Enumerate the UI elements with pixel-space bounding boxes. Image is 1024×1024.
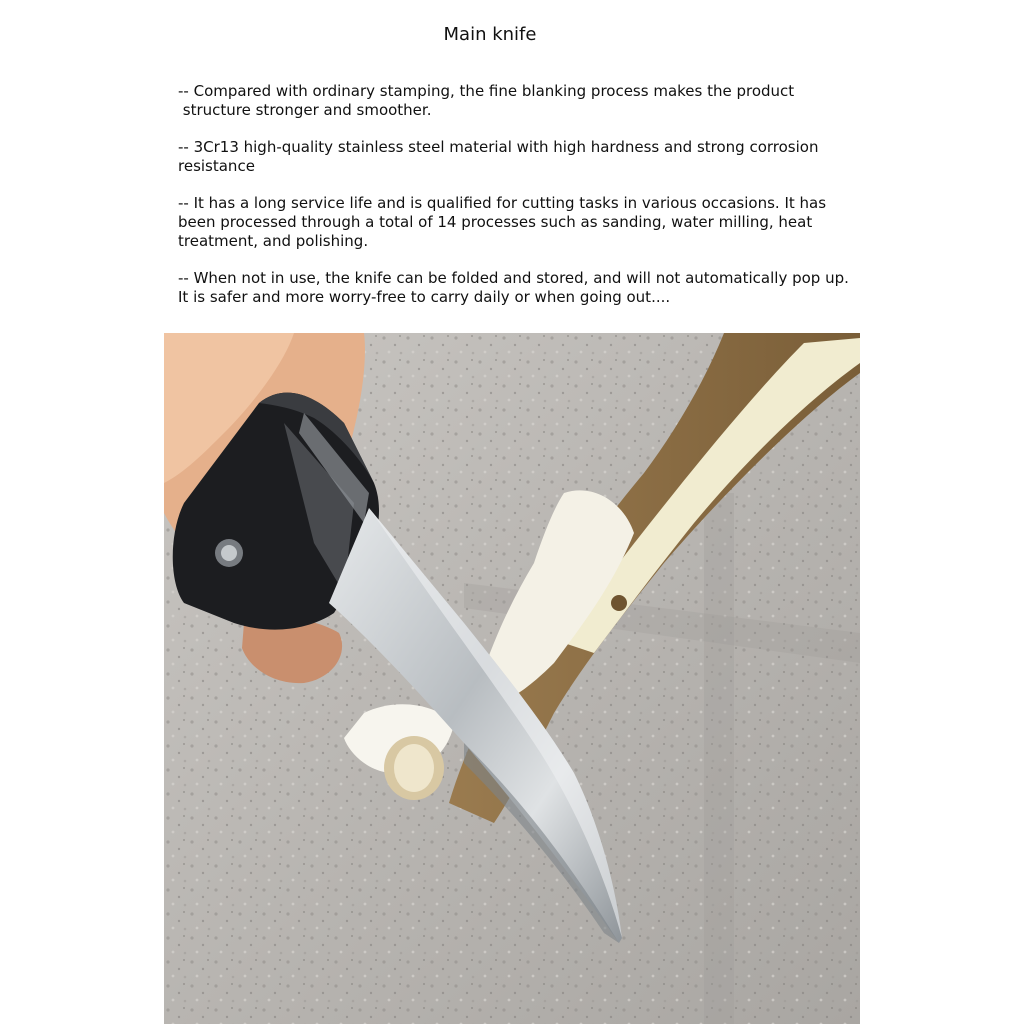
page-title: Main knife: [443, 24, 537, 45]
product-photo: [164, 333, 860, 1024]
feature-service-life: -- It has a long service life and is qualified for cutting tasks in various occasions. It has been processed through a total of 14 processes such as sanding, water milling, heat treatment, and polishing.: [178, 194, 827, 250]
feature-fine-blanking: -- Compared with ordinary stamping, the fine blanking process makes the product structure stronger and smoother.: [178, 82, 795, 119]
feature-steel-material: -- 3Cr13 high-quality stainless steel material with high hardness and strong corrosion resistance: [178, 138, 819, 175]
feature-list: [178, 82, 868, 325]
knife-cutting-branch-image: [164, 333, 860, 1024]
feature-folding-safety: -- When not in use, the knife can be folded and stored, and will not automatically pop up. It is safer and more worry-free to carry daily or when going out....: [178, 269, 849, 306]
